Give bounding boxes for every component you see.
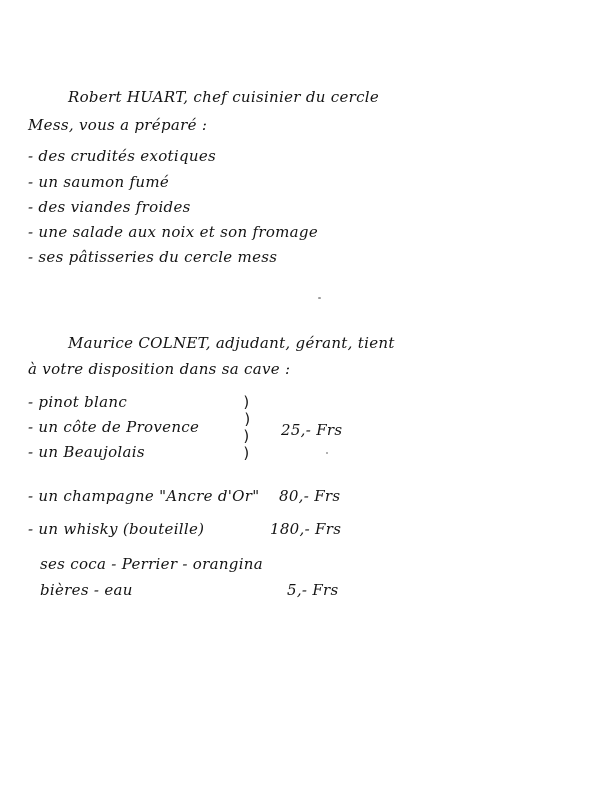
whisky-price: 180,- Frs xyxy=(270,520,342,538)
softs-price: 5,- Frs xyxy=(287,581,339,599)
wine-group-bracket: ) xyxy=(242,427,252,445)
cellar-intro-line-1: Maurice COLNET, adjudant, gérant, tient xyxy=(68,334,395,352)
menu-item: - une salade aux noix et son fromage xyxy=(28,223,319,241)
champagne-label: - un champagne "Ancre d'Or" xyxy=(28,487,260,505)
softs-line-1: ses coca - Perrier - orangina xyxy=(40,555,264,573)
wine-item: - un Beaujolais xyxy=(28,443,145,461)
scan-speck xyxy=(318,297,321,299)
wine-group-bracket: ) xyxy=(243,410,253,428)
chef-intro-line-2: Mess, vous a préparé : xyxy=(28,116,208,134)
wine-group-bracket: ) xyxy=(242,393,252,411)
wine-item: - pinot blanc xyxy=(28,393,128,411)
wine-group-bracket: ) xyxy=(242,444,252,462)
menu-item: - des viandes froides xyxy=(28,198,191,216)
whisky-label: - un whisky (bouteille) xyxy=(28,520,205,538)
cellar-intro-line-2: à votre disposition dans sa cave : xyxy=(28,360,291,378)
menu-item: - des crudités exotiques xyxy=(28,147,217,165)
champagne-price: 80,- Frs xyxy=(279,487,341,505)
wine-group-price: 25,- Frs xyxy=(281,421,343,439)
wine-item: - un côte de Provence xyxy=(28,418,200,436)
menu-item: - un saumon fumé xyxy=(28,173,170,191)
chef-intro-line-1: Robert HUART, chef cuisinier du cercle xyxy=(68,88,380,106)
softs-line-2: bières - eau xyxy=(40,581,133,599)
menu-item: - ses pâtisseries du cercle mess xyxy=(28,248,278,266)
scan-speck xyxy=(326,452,328,454)
